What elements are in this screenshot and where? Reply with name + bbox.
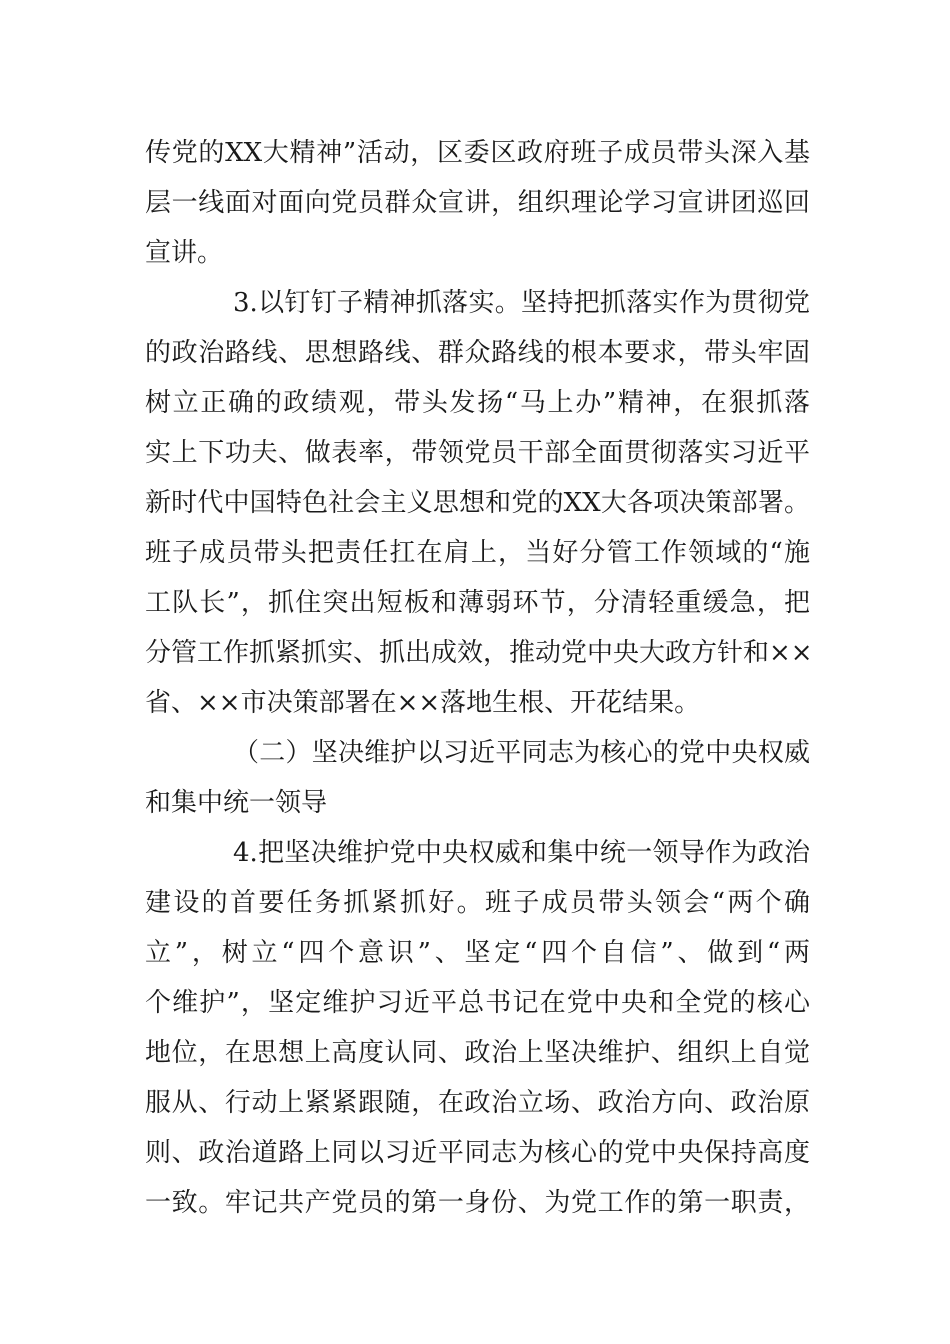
text-line: 一致。牢记共产党员的第一身份、为党工作的第一职责， bbox=[145, 1188, 810, 1218]
paragraph-continuation bbox=[145, 128, 810, 278]
text-line: 3.以钉钉子精神抓落实。坚持把抓落实作为贯彻党 bbox=[233, 288, 810, 318]
heading-line: （二）坚决维护以习近平同志为核心的党中央权威 bbox=[233, 738, 810, 768]
paragraph-item-3 bbox=[145, 278, 813, 728]
text-line: 分管工作抓紧抓实、抓出成效，推动党中央大政方针和×× bbox=[145, 638, 813, 668]
text-line: 工队长”，抓住突出短板和薄弱环节，分清轻重缓急，把 bbox=[145, 588, 810, 618]
text-line: 的政治路线、思想路线、群众路线的根本要求，带头牢固 bbox=[145, 338, 810, 368]
text-line: 立”，树立“四个意识”、坚定“四个自信”、做到“两 bbox=[145, 938, 810, 968]
text-line: 实上下功夫、做表率，带领党员干部全面贯彻落实习近平 bbox=[145, 438, 810, 468]
text-line: 层一线面对面向党员群众宣讲，组织理论学习宣讲团巡回 bbox=[145, 188, 810, 218]
paragraph-item-4 bbox=[145, 828, 810, 1228]
text-line: 地位，在思想上高度认同、政治上坚决维护、组织上自觉 bbox=[145, 1038, 810, 1068]
section-heading bbox=[145, 728, 810, 828]
document-body bbox=[145, 128, 813, 1228]
text-line: 建设的首要任务抓紧抓好。班子成员带头领会“两个确 bbox=[145, 888, 810, 918]
text-line: 个维护”，坚定维护习近平总书记在党中央和全党的核心 bbox=[145, 988, 810, 1018]
heading-line: 和集中统一领导 bbox=[145, 788, 328, 818]
text-line: 传党的XX大精神”活动，区委区政府班子成员带头深入基 bbox=[145, 138, 810, 168]
text-line: 树立正确的政绩观，带头发扬“马上办”精神，在狠抓落 bbox=[145, 388, 810, 418]
text-line: 新时代中国特色社会主义思想和党的XX大各项决策部署。 bbox=[145, 488, 810, 518]
text-line: 宣讲。 bbox=[145, 238, 224, 268]
text-line: 省、××市决策部署在××落地生根、开花结果。 bbox=[145, 688, 701, 718]
text-line: 4.把坚决维护党中央权威和集中统一领导作为政治 bbox=[233, 838, 810, 868]
text-line: 班子成员带头把责任扛在肩上，当好分管工作领域的“施 bbox=[145, 538, 810, 568]
text-line: 服从、行动上紧紧跟随，在政治立场、政治方向、政治原 bbox=[145, 1088, 810, 1118]
text-line: 则、政治道路上同以习近平同志为核心的党中央保持高度 bbox=[145, 1138, 810, 1168]
